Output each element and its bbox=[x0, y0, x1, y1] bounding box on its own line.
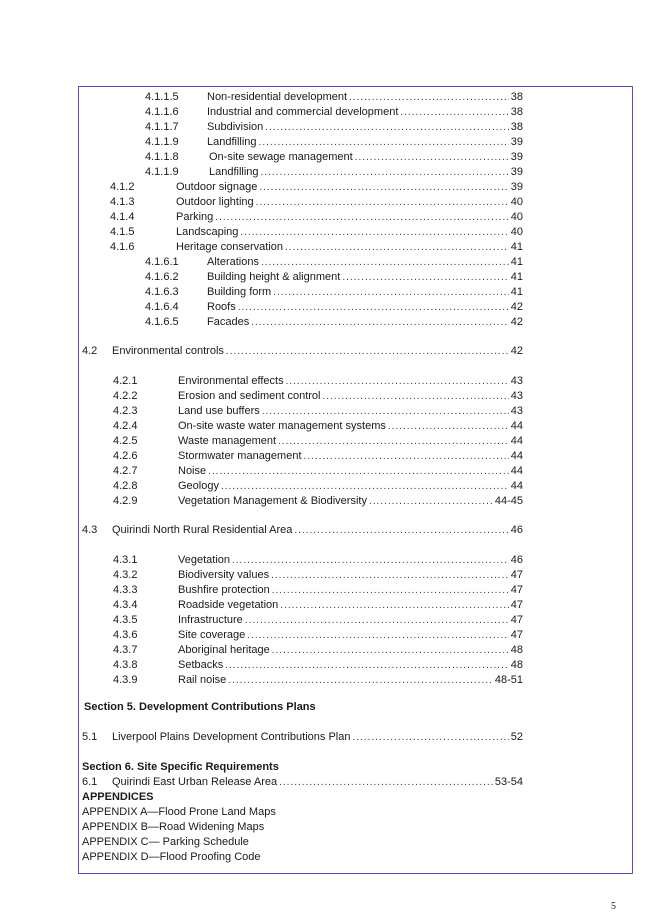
toc-entry-number: 4.3.6 bbox=[113, 629, 138, 641]
toc-entry-number: 4.1.1.6 bbox=[145, 106, 179, 118]
dot-leader bbox=[251, 315, 509, 330]
toc-entry-title-line bbox=[178, 449, 523, 464]
toc-entry-page: 47 bbox=[510, 614, 523, 626]
toc-entry-title-line bbox=[176, 180, 523, 195]
toc-entry-page: 43 bbox=[510, 405, 523, 417]
toc-entry-number: 4.2.6 bbox=[113, 450, 138, 462]
toc-entry-title-line bbox=[178, 613, 523, 628]
toc-entry-title-line bbox=[178, 658, 523, 673]
dot-leader bbox=[355, 150, 509, 165]
dot-leader bbox=[228, 673, 493, 688]
toc-entry-title-line bbox=[207, 300, 523, 315]
section-5-heading: Section 5. Development Contributions Plans bbox=[84, 701, 316, 713]
toc-entry-title: Infrastructure bbox=[178, 614, 243, 626]
toc-entry-number: 4.2.9 bbox=[113, 495, 138, 507]
toc-entry-page: 40 bbox=[510, 211, 523, 223]
toc-entry-title-line bbox=[176, 240, 523, 255]
dot-leader bbox=[388, 419, 509, 434]
toc-entry-title: Site coverage bbox=[178, 629, 246, 641]
toc-entry-page: 44-45 bbox=[494, 495, 523, 507]
toc-entry-title: Parking bbox=[176, 211, 214, 223]
toc-entry-number: 4.1.1.7 bbox=[145, 121, 179, 133]
toc-entry-title-line bbox=[178, 419, 523, 434]
dot-leader bbox=[247, 628, 508, 643]
toc-entry-title-line bbox=[112, 775, 523, 790]
toc-entry-title: Rail noise bbox=[178, 674, 227, 686]
toc-entry-number: 4.2.7 bbox=[113, 465, 138, 477]
toc-entry-page: 41 bbox=[510, 256, 523, 268]
toc-entry-title-line bbox=[112, 523, 523, 538]
toc-entry-title-line bbox=[178, 389, 523, 404]
toc-entry-page: 44 bbox=[510, 420, 523, 432]
toc-entry-title: Roadside vegetation bbox=[178, 599, 279, 611]
toc-entry-number: 4.3.2 bbox=[113, 569, 138, 581]
toc-entry-title: Outdoor signage bbox=[176, 181, 258, 193]
toc-entry-page: 48 bbox=[510, 644, 523, 656]
toc-entry-page: 40 bbox=[510, 196, 523, 208]
toc-entry-page: 44 bbox=[510, 480, 523, 492]
toc-entry-title: Bushfire protection bbox=[178, 584, 270, 596]
toc-entry-number: 4.2.8 bbox=[113, 480, 138, 492]
toc-entry-title-line bbox=[178, 583, 523, 598]
toc-entry-title: Environmental controls bbox=[112, 345, 224, 357]
toc-entry-title: Stormwater management bbox=[178, 450, 302, 462]
toc-entry-title: Roofs bbox=[207, 301, 236, 313]
toc-entry-number: 5.1 bbox=[82, 731, 98, 743]
toc-entry-number: 4.1.2 bbox=[110, 181, 135, 193]
toc-entry-number: 4.3.7 bbox=[113, 644, 138, 656]
toc-entry-page: 41 bbox=[510, 286, 523, 298]
toc-entry-title-line bbox=[176, 195, 523, 210]
dot-leader bbox=[225, 658, 509, 673]
toc-entry-page: 44 bbox=[510, 435, 523, 447]
dot-leader bbox=[280, 598, 508, 613]
dot-leader bbox=[256, 195, 509, 210]
page-number: 5 bbox=[611, 901, 616, 912]
toc-entry-number: 4.3.8 bbox=[113, 659, 138, 671]
dot-leader bbox=[221, 479, 509, 494]
dot-leader bbox=[215, 210, 508, 225]
toc-entry-page: 48-51 bbox=[494, 674, 523, 686]
toc-entry-number: 4.1.6.2 bbox=[145, 271, 179, 283]
toc-entry-title: Landfilling bbox=[209, 166, 259, 178]
dot-leader bbox=[232, 553, 509, 568]
toc-entry-title: Geology bbox=[178, 480, 219, 492]
toc-entry-number: 4.3.3 bbox=[113, 584, 138, 596]
toc-entry-page: 38 bbox=[510, 121, 523, 133]
toc-entry-number: 4.1.1.5 bbox=[145, 91, 179, 103]
toc-entry-number: 4.3.5 bbox=[113, 614, 138, 626]
toc-entry-number: 4.1.6.4 bbox=[145, 301, 179, 313]
appendices-heading: APPENDICES bbox=[82, 791, 154, 803]
toc-entry-page: 42 bbox=[510, 316, 523, 328]
toc-entry-number: 4.2.2 bbox=[113, 390, 138, 402]
toc-entry-title: Non-residential development bbox=[207, 91, 348, 103]
toc-entry-title: Biodiversity values bbox=[178, 569, 270, 581]
toc-entry-title-line bbox=[176, 225, 523, 240]
toc-entry-title: Industrial and commercial development bbox=[207, 106, 399, 118]
dot-leader bbox=[272, 583, 509, 598]
appendix-b: APPENDIX B—Road Widening Maps bbox=[82, 821, 265, 833]
toc-entry-title: Erosion and sediment control bbox=[178, 390, 321, 402]
dot-leader bbox=[285, 240, 509, 255]
toc-entry-title-line bbox=[178, 494, 523, 509]
toc-entry-title-line bbox=[178, 479, 523, 494]
toc-entry-page: 46 bbox=[510, 524, 523, 536]
dot-leader bbox=[342, 270, 508, 285]
toc-entry-title-line bbox=[112, 730, 523, 745]
toc-entry-title-line bbox=[178, 553, 523, 568]
toc-entry-number: 4.2.3 bbox=[113, 405, 138, 417]
toc-entry-page: 43 bbox=[510, 390, 523, 402]
toc-entry-title-line bbox=[178, 598, 523, 613]
dot-leader bbox=[261, 255, 509, 270]
toc-entry-number: 4.1.6.5 bbox=[145, 316, 179, 328]
toc-entry-title-line bbox=[207, 90, 523, 105]
toc-entry-number: 4.3 bbox=[82, 524, 98, 536]
dot-leader bbox=[240, 225, 508, 240]
toc-entry-title: Waste management bbox=[178, 435, 277, 447]
dot-leader bbox=[322, 389, 508, 404]
appendix-c: APPENDIX C— Parking Schedule bbox=[82, 836, 249, 848]
toc-entry-number: 4.3.4 bbox=[113, 599, 138, 611]
toc-entry-number: 4.3.1 bbox=[113, 554, 138, 566]
dot-leader bbox=[273, 285, 509, 300]
dot-leader bbox=[349, 90, 509, 105]
toc-entry-title: Vegetation Management & Biodiversity bbox=[178, 495, 367, 507]
toc-entry-page: 44 bbox=[510, 465, 523, 477]
toc-entry-page: 53-54 bbox=[494, 776, 523, 788]
toc-entry-title: Quirindi East Urban Release Area bbox=[112, 776, 278, 788]
toc-entry-title: Building form bbox=[207, 286, 272, 298]
toc-entry-title: Setbacks bbox=[178, 659, 224, 671]
toc-entry-page: 41 bbox=[510, 271, 523, 283]
dot-leader bbox=[352, 730, 508, 745]
dot-leader bbox=[304, 449, 509, 464]
toc-entry-page: 52 bbox=[510, 731, 523, 743]
dot-leader bbox=[369, 494, 493, 509]
toc-entry-title: Heritage conservation bbox=[176, 241, 284, 253]
toc-entry-page: 47 bbox=[510, 584, 523, 596]
toc-entry-page: 47 bbox=[510, 569, 523, 581]
toc-entry-title-line bbox=[207, 255, 523, 270]
toc-entry-title: Outdoor lighting bbox=[176, 196, 254, 208]
dot-leader bbox=[208, 464, 509, 479]
toc-entry-title: Facades bbox=[207, 316, 250, 328]
dot-leader bbox=[265, 120, 508, 135]
toc-entry-number: 4.1.1.9 bbox=[145, 166, 179, 178]
toc-entry-title: Aboriginal heritage bbox=[178, 644, 270, 656]
toc-entry-title: Quirindi North Rural Residential Area bbox=[112, 524, 293, 536]
toc-entry-title: Landscaping bbox=[176, 226, 239, 238]
dot-leader bbox=[261, 165, 509, 180]
toc-entry-page: 39 bbox=[510, 166, 523, 178]
appendix-d: APPENDIX D—Flood Proofing Code bbox=[82, 851, 261, 863]
toc-entry-number: 4.1.6 bbox=[110, 241, 135, 253]
toc-entry-page: 46 bbox=[510, 554, 523, 566]
dot-leader bbox=[262, 404, 509, 419]
toc-entry-page: 47 bbox=[510, 599, 523, 611]
toc-entry-title-line bbox=[178, 404, 523, 419]
toc-entry-title-line bbox=[178, 628, 523, 643]
toc-entry-title: Vegetation bbox=[178, 554, 230, 566]
toc-entry-number: 4.2.4 bbox=[113, 420, 138, 432]
toc-entry-title-line bbox=[207, 105, 523, 120]
dot-leader bbox=[226, 344, 509, 359]
dot-leader bbox=[271, 568, 509, 583]
toc-entry-title: Noise bbox=[178, 465, 207, 477]
dot-leader bbox=[286, 374, 509, 389]
section-6-heading: Section 6. Site Specific Requirements bbox=[82, 761, 279, 773]
toc-entry-page: 47 bbox=[510, 629, 523, 641]
toc-entry-page: 39 bbox=[510, 151, 523, 163]
toc-entry-number: 4.1.4 bbox=[110, 211, 135, 223]
toc-entry-page: 42 bbox=[510, 345, 523, 357]
toc-entry-title-line bbox=[178, 464, 523, 479]
dot-leader bbox=[400, 105, 508, 120]
toc-entry-page: 38 bbox=[510, 106, 523, 118]
toc-entry-number: 4.1.5 bbox=[110, 226, 135, 238]
toc-entry-title-line bbox=[176, 210, 523, 225]
toc-entry-number: 4.1.1.8 bbox=[145, 151, 179, 163]
toc-entry-title-line bbox=[209, 150, 523, 165]
toc-entry-page: 42 bbox=[510, 301, 523, 313]
dot-leader bbox=[278, 434, 509, 449]
toc-entry-title: On-site sewage management bbox=[209, 151, 353, 163]
toc-entry-title-line bbox=[178, 673, 523, 688]
dot-leader bbox=[272, 643, 509, 658]
toc-entry-page: 39 bbox=[510, 181, 523, 193]
dot-leader bbox=[259, 135, 509, 150]
toc-entry-number: 4.1.3 bbox=[110, 196, 135, 208]
toc-entry-title-line bbox=[209, 165, 523, 180]
toc-entry-page: 40 bbox=[510, 226, 523, 238]
toc-entry-number: 4.2.1 bbox=[113, 375, 138, 387]
toc-entry-number: 6.1 bbox=[82, 776, 98, 788]
toc-entry-title: Land use buffers bbox=[178, 405, 260, 417]
toc-entry-title-line bbox=[178, 434, 523, 449]
toc-entry-page: 43 bbox=[510, 375, 523, 387]
toc-entry-title-line bbox=[178, 643, 523, 658]
toc-entry-title: Subdivision bbox=[207, 121, 264, 133]
toc-entry-title-line bbox=[207, 285, 523, 300]
toc-entry-number: 4.1.6.3 bbox=[145, 286, 179, 298]
appendix-a: APPENDIX A—Flood Prone Land Maps bbox=[82, 806, 276, 818]
toc-entry-title-line bbox=[207, 270, 523, 285]
toc-entry-number: 4.2 bbox=[82, 345, 98, 357]
toc-entry-page: 41 bbox=[510, 241, 523, 253]
toc-entry-number: 4.1.6.1 bbox=[145, 256, 179, 268]
toc-entry-title: On-site waste water management systems bbox=[178, 420, 386, 432]
dot-leader bbox=[259, 180, 508, 195]
toc-entry-number: 4.2.5 bbox=[113, 435, 138, 447]
toc-entry-page: 39 bbox=[510, 136, 523, 148]
toc-entry-title-line bbox=[178, 374, 523, 389]
toc-entry-number: 4.3.9 bbox=[113, 674, 138, 686]
toc-entry-page: 48 bbox=[510, 659, 523, 671]
dot-leader bbox=[279, 775, 493, 790]
toc-entry-title-line bbox=[207, 135, 523, 150]
dot-leader bbox=[294, 523, 508, 538]
toc-entry-title: Landfilling bbox=[207, 136, 257, 148]
toc-entry-page: 38 bbox=[510, 91, 523, 103]
toc-entry-title-line bbox=[178, 568, 523, 583]
dot-leader bbox=[245, 613, 509, 628]
toc-entry-title: Liverpool Plains Development Contributions Plan bbox=[112, 731, 351, 743]
toc-entry-title-line bbox=[207, 120, 523, 135]
toc-entry-number: 4.1.1.9 bbox=[145, 136, 179, 148]
toc-entry-page: 44 bbox=[510, 450, 523, 462]
toc-entry-title: Building height & alignment bbox=[207, 271, 341, 283]
dot-leader bbox=[238, 300, 509, 315]
toc-entry-title-line bbox=[207, 315, 523, 330]
toc-entry-title: Environmental effects bbox=[178, 375, 284, 387]
toc-entry-title: Alterations bbox=[207, 256, 259, 268]
toc-entry-title-line bbox=[112, 344, 523, 359]
